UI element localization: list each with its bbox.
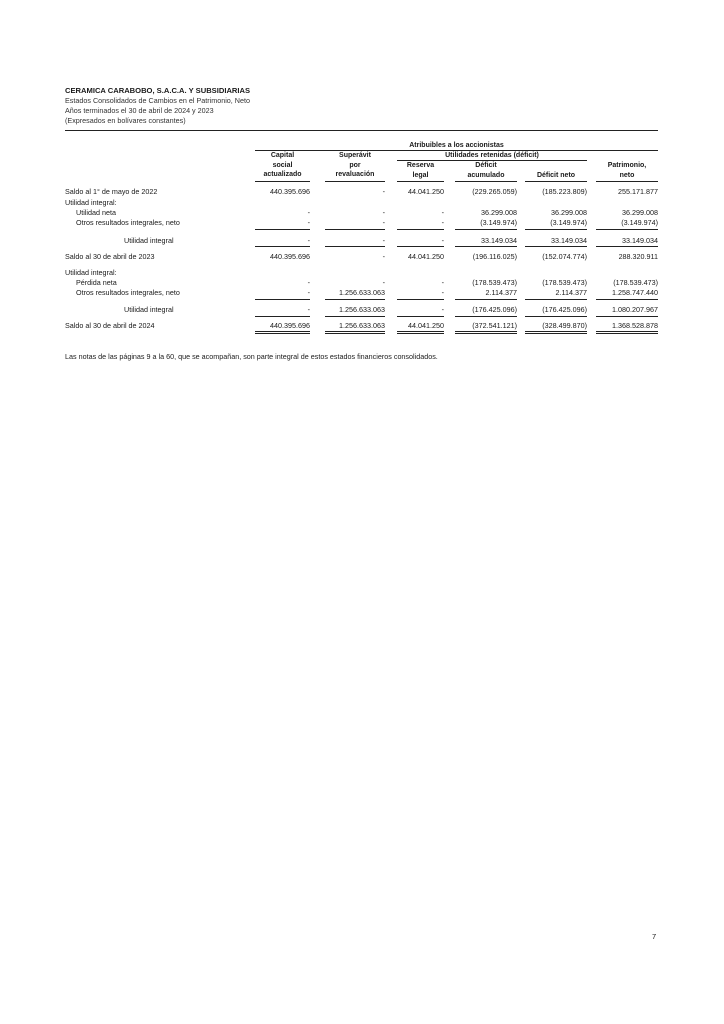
statement-period: Años terminados el 30 de abril de 2024 y 2023 (65, 105, 214, 115)
table-cell: 288.320.911 (618, 252, 658, 261)
col-superavit-rule (325, 181, 385, 182)
row-opening-2022-label: Saldo al 1° de mayo de 2022 (65, 187, 158, 196)
row-oci-label: Otros resultados integrales, neto (76, 218, 180, 227)
subtotal-rule (397, 299, 444, 300)
subtotal-rule (455, 229, 517, 230)
company-name: CERAMICA CARABOBO, S.A.C.A. Y SUBSIDIARIAS (65, 86, 251, 95)
col-superavit-header (325, 151, 385, 180)
table-cell: 440.395.696 (270, 187, 310, 196)
subtotal-rule (525, 246, 587, 247)
total-double-rule (525, 331, 587, 334)
table-cell: - (441, 236, 444, 245)
table-cell: (3.149.974) (480, 218, 517, 227)
table-cell: - (307, 208, 310, 217)
header-rule (65, 130, 658, 131)
table-cell: 33.149.034 (481, 236, 517, 245)
subtotal-rule (596, 316, 658, 317)
subtotal-rule (255, 316, 310, 317)
subtotal-rule (397, 246, 444, 247)
table-cell: - (382, 208, 385, 217)
table-cell: - (307, 305, 310, 314)
col-deficit-acumulado-line2: acumulado (467, 171, 505, 179)
table-cell: (3.149.974) (550, 218, 587, 227)
table-cell: - (382, 218, 385, 227)
table-cell: 33.149.034 (622, 236, 658, 245)
group-title: Atribuibles a los accionistas (409, 142, 504, 149)
row-section-label: Utilidad integral: (65, 268, 117, 277)
subtotal-rule (255, 246, 310, 247)
col-capital-line1: Capital (270, 152, 295, 159)
subtotal-rule (325, 229, 385, 230)
col-superavit-line3: revaluación (335, 171, 375, 179)
table-cell: 1.256.633.063 (339, 288, 385, 297)
table-cell: - (382, 278, 385, 287)
table-cell: (152.074.774) (542, 252, 587, 261)
subtotal-rule (325, 299, 385, 300)
table-cell: 44.041.250 (408, 321, 444, 330)
col-deficit-neto-header: Déficit neto (536, 172, 576, 179)
table-cell: - (307, 278, 310, 287)
subtotal-rule (397, 229, 444, 230)
table-cell: - (441, 278, 444, 287)
subtotal-rule (455, 299, 517, 300)
table-cell: 1.256.633.063 (339, 305, 385, 314)
col-patrimonio-rule (596, 181, 658, 182)
statement-currency: (Expresados en bolívares constantes) (65, 115, 186, 125)
col-deficit-acumulado-line1: Déficit (475, 162, 497, 169)
table-cell: 440.395.696 (270, 252, 310, 261)
table-cell: 440.395.696 (270, 321, 310, 330)
col-deficit-acumulado-header (455, 161, 517, 180)
col-patrimonio-header (596, 161, 658, 180)
table-cell: (229.265.059) (472, 187, 517, 196)
subtotal-rule (596, 299, 658, 300)
retained-group-title: Utilidades retenidas (déficit) (445, 152, 539, 159)
table-cell: 1.368.528.878 (612, 321, 658, 330)
table-cell: 1.080.207.967 (612, 305, 658, 314)
col-capital-rule (255, 181, 310, 182)
total-double-rule (255, 331, 310, 334)
row-balance-2023-label: Saldo al 30 de abril de 2023 (65, 252, 155, 261)
subtotal-rule (525, 316, 587, 317)
row-net-income-label: Utilidad neta (76, 208, 116, 217)
col-capital-line2: social (272, 161, 293, 169)
table-cell: 33.149.034 (551, 236, 587, 245)
table-cell: (176.425.096) (542, 305, 587, 314)
table-cell: 2.114.377 (555, 288, 587, 297)
subtotal-rule (455, 316, 517, 317)
col-capital-header (255, 151, 310, 180)
row-net-loss-label: Pérdida neta (76, 278, 117, 287)
subtotal-rule (525, 299, 587, 300)
subtotal-rule (596, 229, 658, 230)
row-comprehensive-income-label: Utilidad integral (124, 305, 174, 314)
table-cell: - (382, 252, 385, 261)
col-superavit-line1: Superávit (339, 152, 371, 159)
table-cell: 36.299.008 (622, 208, 658, 217)
total-double-rule (397, 331, 444, 334)
col-capital-line3: actualizado (263, 171, 302, 179)
table-cell: (3.149.974) (621, 218, 658, 227)
table-cell: (196.116.025) (472, 252, 517, 261)
table-cell: (178.539.473) (613, 278, 658, 287)
table-cell: (185.223.809) (542, 187, 587, 196)
col-deficit-neto-rule (525, 181, 587, 182)
table-cell: 44.041.250 (408, 252, 444, 261)
table-cell: - (441, 305, 444, 314)
table-cell: (328.499.870) (542, 321, 587, 330)
statement-header (65, 86, 658, 125)
row-oci-label: Otros resultados integrales, neto (76, 288, 180, 297)
table-cell: - (307, 236, 310, 245)
row-balance-2024-label: Saldo al 30 de abril de 2024 (65, 321, 155, 330)
row-section-label: Utilidad integral: (65, 198, 117, 207)
col-superavit-line2: por (349, 161, 361, 169)
subtotal-rule (325, 316, 385, 317)
col-patrimonio-line1: Patrimonio, (607, 162, 647, 169)
subtotal-rule (325, 246, 385, 247)
statement-title: Estados Consolidados de Cambios en el Patrimonio, Neto (65, 96, 250, 105)
table-cell: 1.258.747.440 (612, 288, 658, 297)
table-cell: 255.171.877 (618, 187, 658, 196)
total-double-rule (596, 331, 658, 334)
col-deficit-acumulado-rule (455, 181, 517, 182)
total-double-rule (455, 331, 517, 334)
subtotal-rule (397, 316, 444, 317)
table-cell: (178.539.473) (542, 278, 587, 287)
table-cell: 44.041.250 (408, 187, 444, 196)
table-cell: 1.256.633.063 (339, 321, 385, 330)
table-cell: - (441, 288, 444, 297)
table-cell: (372.541.121) (472, 321, 517, 330)
col-reserva-rule (397, 181, 444, 182)
subtotal-rule (596, 246, 658, 247)
table-cell: - (441, 218, 444, 227)
col-reserva-line2: legal (412, 171, 429, 179)
footnote: Las notas de las páginas 9 a la 60, que se acompañan, son parte integral de estos estados financieros consolidados. (65, 352, 438, 361)
row-comprehensive-income-label: Utilidad integral (124, 236, 174, 245)
subtotal-rule (525, 229, 587, 230)
subtotal-rule (255, 229, 310, 230)
table-cell: (176.425.096) (472, 305, 517, 314)
table-cell: - (307, 218, 310, 227)
col-patrimonio-line2: neto (619, 171, 635, 179)
table-cell: - (307, 288, 310, 297)
table-cell: - (382, 236, 385, 245)
subtotal-rule (455, 246, 517, 247)
table-cell: - (441, 208, 444, 217)
table-cell: (178.539.473) (472, 278, 517, 287)
total-double-rule (325, 331, 385, 334)
subtotal-rule (255, 299, 310, 300)
page-number: 7 (652, 932, 657, 941)
table-cell: 36.299.008 (551, 208, 587, 217)
col-reserva-line1: Reserva (406, 162, 435, 169)
table-cell: 36.299.008 (481, 208, 517, 217)
table-cell: - (382, 187, 385, 196)
table-cell: 2.114.377 (485, 288, 517, 297)
col-reserva-header (397, 161, 444, 180)
